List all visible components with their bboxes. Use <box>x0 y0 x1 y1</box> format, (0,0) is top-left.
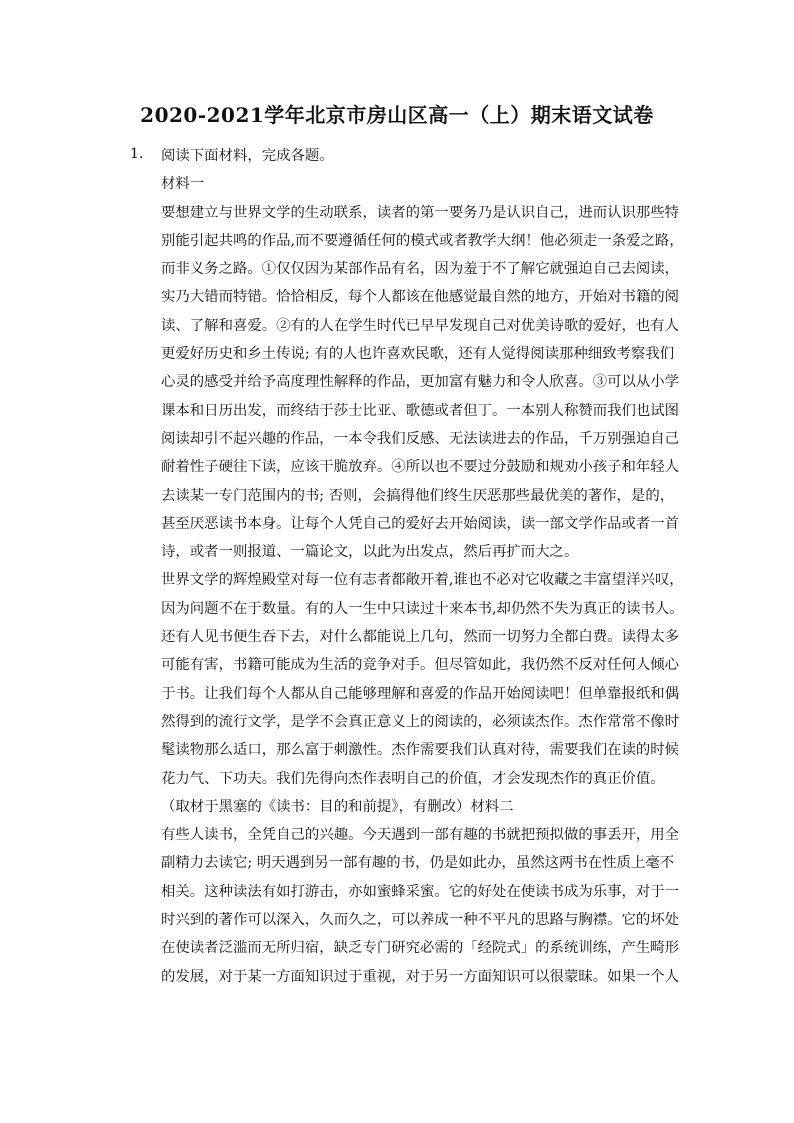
paragraph-line: 花力气、下功夫。我们先得向杰作表明自己的价值，才会发现杰作的真正价值。 <box>161 770 665 787</box>
paragraph-line: 甚至厌恶读书本身。让每个人凭自己的爱好去开始阅读，读一部文学作品或者一首 <box>161 515 680 532</box>
source-citation: （取材于黑塞的《读书：目的和前提》，有删改）材料二 <box>161 798 514 815</box>
paragraph-line: 而非义务之路。①仅仅因为某部作品有名，因为羞于不了解它就强迫自己去阅读， <box>161 261 680 278</box>
question-content <box>161 142 684 991</box>
paragraph-line: 更爱好历史和乡土传说; 有的人也许喜欢民歌，还有人觉得阅读那种细致考察我们 <box>161 346 675 363</box>
paragraph-line: 的发展，对于某一方面知识过于重视，对于另一方面知识可以很蒙昧。如果一个人 <box>161 968 680 985</box>
paragraph-line: 时兴到的著作可以深入，久而久之，可以养成一种不平凡的思路与胸襟。它的坏处 <box>161 912 680 929</box>
paragraph-line: 心灵的感受并给予高度理性解释的作品，更加富有魅力和令人欣喜。③可以从小学 <box>161 374 680 391</box>
paragraph-line: 然得到的流行文学，是学不会真正意义上的阅读的，必须读杰作。杰作常常不像时 <box>161 713 680 730</box>
paragraph-line: 还有人见书便生吞下去，对什么都能说上几句，然而一切努力全都白费。读得太多 <box>161 629 680 646</box>
question-number: 1. <box>130 146 144 162</box>
paragraph-line: 要想建立与世界文学的生动联系，读者的第一要务乃是认识自己，进而认识那些特 <box>161 204 680 221</box>
exam-title: 2020-2021学年北京市房山区高一（上）期末语文试卷 <box>140 103 654 127</box>
paragraph-line: 去读某一专门范围内的书; 否则，会搞得他们终生厌恶那些最优美的著作，是的， <box>161 487 675 504</box>
paragraph-line: 世界文学的辉煌殿堂对每一位有志者都敞开着,谁也不必对它收藏之丰富望洋兴叹， <box>161 572 684 589</box>
paragraph-line: 读、了解和喜爱。②有的人在学生时代已早早发现自己对优美诗歌的爱好，也有人 <box>161 317 680 334</box>
instruction-text: 阅读下面材料，完成各题。 <box>161 148 334 164</box>
paragraph-line: 阅读却引不起兴趣的作品，一本令我们反感、无法读进去的作品，千万别强迫自己 <box>161 430 680 447</box>
paragraph-line: 相关。这种读法有如打游击，亦如蜜蜂采蜜。它的好处在使读书成为乐事，对于一 <box>161 883 680 900</box>
paragraph-line: 于书。让我们每个人都从自己能够理解和喜爱的作品开始阅读吧！但单靠报纸和偶 <box>161 685 680 702</box>
paragraph-line: 实乃大错而特错。恰恰相反，每个人都该在他感觉最自然的地方，开始对书籍的阅 <box>161 289 680 306</box>
paragraph-1 <box>161 199 684 567</box>
paragraph-2 <box>161 566 684 792</box>
paragraph-line: 有些人读书，全凭自己的兴趣。今天遇到一部有趣的书就把预拟做的事丢开，用全 <box>161 827 680 844</box>
paragraph-line: 在使读者泛滥而无所归宿，缺乏专门研究必需的「经院式」的系统训练，产生畸形 <box>161 940 680 957</box>
paragraph-line: 髦读物那么适口，那么富于刺激性。杰作需要我们认真对待，需要我们在读的时候 <box>161 742 680 759</box>
paragraph-line: 副精力去读它; 明天遇到另一部有趣的书，仍是如此办，虽然这两书在性质上毫不 <box>161 855 675 872</box>
material1-heading: 材料一 <box>161 176 205 193</box>
paragraph-3 <box>161 821 680 991</box>
paragraph-line: 耐着性子硬往下读，应该干脆放弃。④所以也不要过分鼓励和规劝小孩子和年轻人 <box>161 459 680 476</box>
paragraph-line: 诗，或者一则报道、一篇论文，以此为出发点，然后再扩而大之。 <box>161 544 579 561</box>
paragraph-line: 别能引起共鸣的作品,而不要遵循任何的模式或者教学大纲！他必须走一条爱之路， <box>161 232 684 249</box>
paragraph-line: 可能有害，书籍可能成为生活的竞争对手。但尽管如此，我仍然不反对任何人倾心 <box>161 657 680 674</box>
paragraph-line: 因为问题不在于数量。有的人一生中只读过十来本书,却仍然不失为真正的读书人。 <box>161 600 684 617</box>
paragraph-line: 课本和日历出发，而终结于莎士比亚、歌德或者但丁。一本别人称赞而我们也试图 <box>161 402 680 419</box>
